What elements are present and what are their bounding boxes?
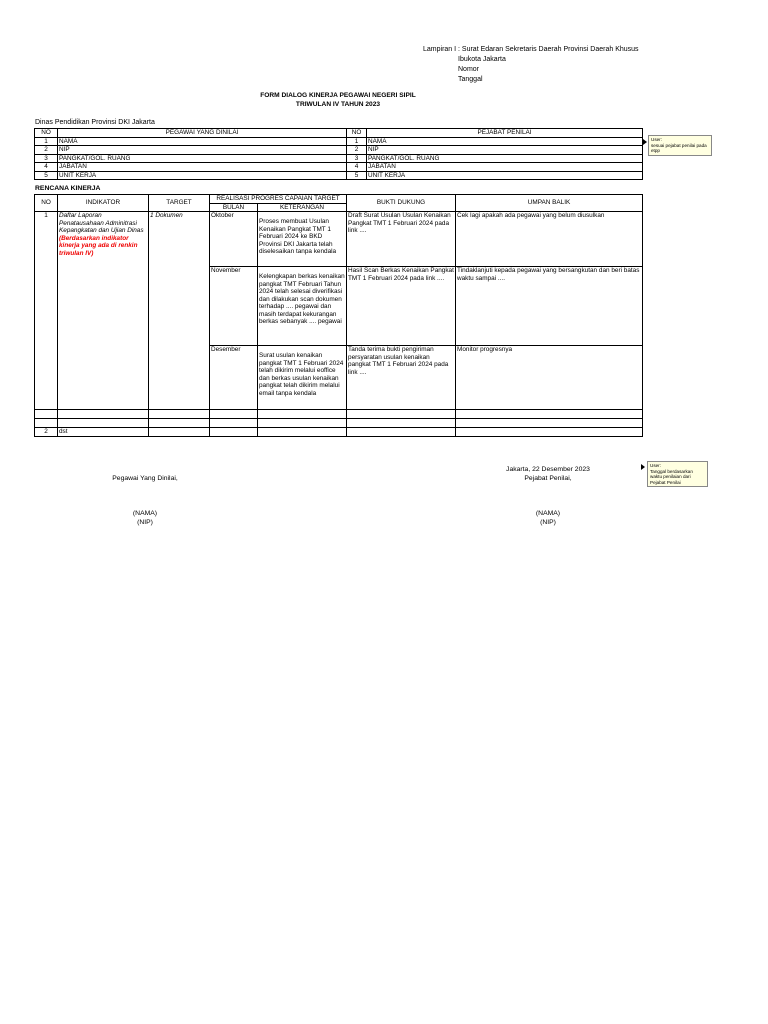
indikator-text: Daftar Laporan Penatausahaan Adminitrasi Kepangkatan dan Ujian Dinas: [59, 212, 144, 234]
note-text: sesuai pejabat penilai pada etpp: [651, 142, 707, 153]
header-umpan: UMPAN BALIK: [456, 195, 643, 212]
row-no: 2: [347, 146, 367, 155]
header-no: NO: [35, 195, 58, 212]
lampiran-line: Ibukota Jakarta: [458, 56, 506, 63]
pegawai-title: Pegawai Yang Dinilai,: [112, 475, 178, 482]
row-no: 1: [35, 137, 58, 146]
note-text: Tanggal berdasarkan waktu penilaian dari Pejabat Penilai: [650, 468, 693, 485]
table-row: [35, 154, 643, 163]
lampiran-nomor: Nomor: [458, 66, 480, 73]
note-author: User:: [650, 463, 661, 468]
month-bulan: Desember: [210, 346, 258, 410]
lampiran-block: [423, 45, 639, 85]
keterangan-text: Kelengkapan berkas kenaikan pangkat TMT Februari Tahun 2024 telah selesai diverifikasi dan dilakukan scan dokumen terhadap .... pegawai dan masih terdapat kekurangan berkas sebanyak .... pegawai: [259, 273, 345, 325]
note-author: User:: [651, 137, 662, 142]
signature-right-name: [483, 509, 613, 527]
header-pegawai: PEGAWAI YANG DINILAI: [58, 129, 347, 138]
lampiran-tanggal: Tanggal: [458, 76, 483, 83]
table-row: [35, 163, 643, 172]
row-label: UNIT KERJA: [367, 171, 643, 180]
row-label: JABATAN: [367, 163, 643, 172]
row-no: 2: [35, 146, 58, 155]
pejabat-title: Pejabat Penilai,: [524, 475, 572, 482]
row-no: 5: [35, 171, 58, 180]
header-realisasi: REALISASI PROGRES CAPAIAN TARGET: [210, 195, 347, 204]
month-keterangan: [258, 346, 347, 410]
note-indicator-icon[interactable]: [641, 464, 645, 470]
form-title: [0, 92, 676, 109]
row-no: 3: [347, 154, 367, 163]
row-label: UNIT KERJA: [58, 171, 347, 180]
row-no: 4: [35, 163, 58, 172]
row-label: NAMA: [58, 137, 347, 146]
header-no: NO: [35, 129, 58, 138]
month-bulan: November: [210, 267, 258, 346]
table-row: [35, 428, 643, 437]
month-keterangan: [258, 267, 347, 346]
signature-left-name: [80, 509, 210, 527]
signature-right: [483, 465, 613, 483]
signature-nip: (NIP): [540, 519, 556, 526]
row-no: 1: [347, 137, 367, 146]
item-no: 1: [35, 212, 58, 410]
month-umpan: Monitor progresnya: [456, 346, 643, 410]
dinas-label: Dinas Pendidikan Provinsi DKI Jakarta: [35, 119, 155, 126]
item-no: 2: [35, 428, 58, 437]
item-target: 1 Dokumen: [149, 212, 210, 410]
header-target: TARGET: [149, 195, 210, 212]
signature-name: (NAMA): [132, 510, 158, 517]
note-indicator-icon[interactable]: [643, 139, 647, 145]
row-label: PANGKAT/GOL. RUANG: [58, 154, 347, 163]
row-label: NIP: [367, 146, 643, 155]
row-label: NIP: [58, 146, 347, 155]
row-no: 5: [347, 171, 367, 180]
row-no: 4: [347, 163, 367, 172]
kinerja-table: [34, 194, 643, 437]
lampiran-line: Lampiran I : Surat Edaran Sekretaris Daerah Provinsi Daerah Khusus: [423, 46, 639, 53]
row-no: 3: [35, 154, 58, 163]
comment-note[interactable]: [648, 135, 712, 156]
signature-name: (NAMA): [535, 510, 561, 517]
month-umpan: Tindaklanjuti kepada pegawai yang bersangkutan dan beri batas waktu sampai ....: [456, 267, 643, 346]
header-bulan: BULAN: [210, 203, 258, 212]
empty-row: [35, 419, 643, 428]
keterangan-text: Proses membuat Usulan Kenaikan Pangkat TMT 1 Februari 2024 ke BKD Provinsi DKI Jakarta telah diselesaikan tanpa kendala: [259, 218, 337, 255]
month-bukti: Tanda terima bukti pengiriman persyaratan usulan kenaikan pangkat TMT 1 Februari 2024 pada link ....: [347, 346, 456, 410]
signature-date: Jakarta, 22 Desember 2023: [506, 466, 590, 473]
month-bukti: Hasil Scan Berkas Kenaikan Pangkat TMT 1 Februari 2024 pada link ....: [347, 267, 456, 346]
month-umpan: Cek lagi apakah ada pegawai yang belum diusulkan: [456, 212, 643, 267]
form-title-line1: FORM DIALOG KINERJA PEGAWAI NEGERI SIPIL: [260, 92, 416, 99]
keterangan-text: Surat usulan kenaikan pangkat TMT 1 Februari 2024 telah dikirim melalui eoffice dan berkas usulan kenaikan pangkat telah dikirim melalui email tanpa kendala: [259, 352, 344, 397]
month-bukti: Draft Surat Usulan Usulan Kenaikan Pangkat TMT 1 Februari 2024 pada link ....: [347, 212, 456, 267]
header-keterangan: KETERANGAN: [258, 203, 347, 212]
header-bukti: BUKTI DUKUNG: [347, 195, 456, 212]
rencana-kinerja-label: RENCANA KINERJA: [35, 185, 101, 192]
table-row: [35, 146, 643, 155]
header-no: NO: [347, 129, 367, 138]
signature-nip: (NIP): [137, 519, 153, 526]
comment-note[interactable]: [647, 461, 708, 487]
table-row: [35, 137, 643, 146]
month-keterangan: [258, 212, 347, 267]
empty-row: [35, 410, 643, 419]
header-pejabat: PEJABAT PENILAI: [367, 129, 643, 138]
row-label: NAMA: [367, 137, 643, 146]
month-bulan: Oktober: [210, 212, 258, 267]
employee-table: [34, 128, 643, 180]
form-title-line2: TRIWULAN IV TAHUN 2023: [295, 100, 381, 108]
table-row: [35, 171, 643, 180]
indikator-note: (Berdasarkan indikator kinerja yang ada di renkin triwulan IV): [59, 234, 138, 257]
table-row: [35, 212, 643, 267]
employee-table-header: [35, 129, 643, 138]
item-indikator: [58, 212, 149, 410]
item-indikator: dst: [58, 428, 149, 437]
header-indikator: INDIKATOR: [58, 195, 149, 212]
kinerja-header-row: [35, 195, 643, 204]
signature-left: [80, 474, 210, 483]
row-label: JABATAN: [58, 163, 347, 172]
row-label: PANGKAT/GOL. RUANG: [367, 154, 643, 163]
